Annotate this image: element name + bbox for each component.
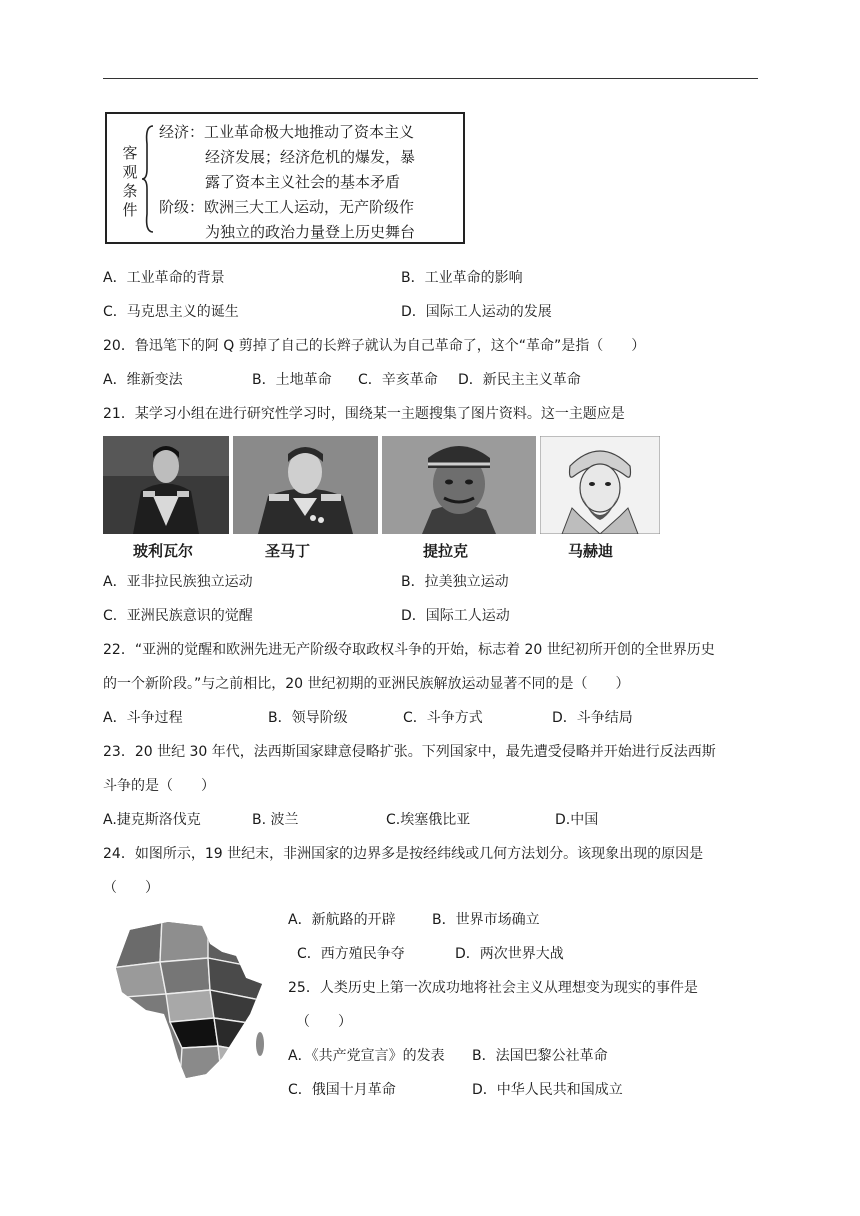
bolivar-portrait <box>103 436 229 534</box>
class-label: 阶级： <box>159 198 205 216</box>
caption-mahdi: 马赫迪 <box>568 542 614 560</box>
side-char: 观 <box>122 163 138 181</box>
q23-option-b[interactable]: B. 波兰 <box>252 812 299 828</box>
san-martin-portrait <box>233 436 378 534</box>
q21-option-b[interactable]: B．拉美独立运动 <box>401 574 509 590</box>
q22-option-d[interactable]: D．斗争结局 <box>552 710 633 726</box>
class-row <box>159 195 414 220</box>
class-text: 欧洲三大工人运动，无产阶级作 <box>204 198 415 216</box>
q24-option-d[interactable]: D．两次世界大战 <box>455 946 564 962</box>
africa-map <box>110 918 270 1080</box>
q22-option-c[interactable]: C．斗争方式 <box>403 710 483 726</box>
q19-option-d[interactable]: D．国际工人运动的发展 <box>401 304 552 320</box>
q23-option-a[interactable]: A.捷克斯洛伐克 <box>103 812 201 828</box>
econ-text: 经济发展；经济危机的爆发，暴 <box>205 148 416 166</box>
q24-option-a[interactable]: A．新航路的开辟 <box>288 912 396 928</box>
side-label <box>121 144 139 220</box>
q24-option-c[interactable]: C．西方殖民争夺 <box>297 946 405 962</box>
q21-option-a[interactable]: A．亚非拉民族独立运动 <box>103 574 253 590</box>
q23-option-c[interactable]: C.埃塞俄比亚 <box>386 812 471 828</box>
q24-stem: 24．如图所示，19 世纪末，非洲国家的边界多是按经纬线或几何方法划分。该现象出现的原因是 <box>103 846 704 862</box>
q20-option-d[interactable]: D．新民主主义革命 <box>458 372 581 388</box>
q25-stem: 25．人类历史上第一次成功地将社会主义从理想变为现实的事件是 <box>288 980 698 996</box>
q20-stem: 20．鲁迅笔下的阿 Q 剪掉了自己的长辫子就认为自己革命了，这个“革命”是指（ ） <box>103 338 646 354</box>
q23-stem: 斗争的是（ ） <box>103 778 215 794</box>
q25-stem: （ ） <box>296 1014 352 1030</box>
side-char: 条 <box>122 182 138 200</box>
q25-option-a[interactable]: A．《共产党宣言》的发表 <box>288 1048 445 1064</box>
brace-icon <box>141 124 155 234</box>
header-rule <box>103 78 758 79</box>
q25-option-c[interactable]: C．俄国十月革命 <box>288 1082 396 1098</box>
q22-option-a[interactable]: A．斗争过程 <box>103 710 183 726</box>
q21-stem: 21．某学习小组在进行研究性学习时，围绕某一主题搜集了图片资料。这一主题应是 <box>103 406 625 422</box>
q22-stem: 22．“亚洲的觉醒和欧洲先进无产阶级夺取政权斗争的开始，标志着 20 世纪初所开创的全世界历史 <box>103 642 715 658</box>
q24-option-b[interactable]: B．世界市场确立 <box>432 912 540 928</box>
econ-text: 露了资本主义社会的基本矛盾 <box>205 173 401 191</box>
tilak-portrait <box>382 436 536 534</box>
econ-row <box>159 120 414 145</box>
mahdi-portrait <box>540 436 660 534</box>
q23-option-d[interactable]: D.中国 <box>555 812 599 828</box>
q19-option-b[interactable]: B．工业革命的影响 <box>401 270 523 286</box>
caption-bolivar: 玻利瓦尔 <box>133 542 194 560</box>
q23-stem: 23．20 世纪 30 年代，法西斯国家肆意侵略扩张。下列国家中，最先遭受侵略并开始进行反法西斯 <box>103 744 716 760</box>
caption-tilak: 提拉克 <box>423 542 469 560</box>
q22-option-b[interactable]: B．领导阶级 <box>268 710 348 726</box>
q19-option-a[interactable]: A．工业革命的背景 <box>103 270 225 286</box>
q20-option-a[interactable]: A．维新变法 <box>103 372 183 388</box>
q21-option-c[interactable]: C．亚洲民族意识的觉醒 <box>103 608 253 624</box>
class-text: 为独立的政治力量登上历史舞台 <box>205 223 416 241</box>
q19-option-c[interactable]: C．马克思主义的诞生 <box>103 304 239 320</box>
q25-option-d[interactable]: D．中华人民共和国成立 <box>472 1082 623 1098</box>
econ-text: 工业革命极大地推动了资本主义 <box>204 123 415 141</box>
q22-stem: 的一个新阶段。”与之前相比，20 世纪初期的亚洲民族解放运动显著不同的是（ ） <box>103 676 630 692</box>
side-char: 客 <box>122 144 138 162</box>
econ-label: 经济： <box>159 123 205 141</box>
q21-option-d[interactable]: D．国际工人运动 <box>401 608 510 624</box>
q20-option-c[interactable]: C．辛亥革命 <box>358 372 438 388</box>
caption-san-martin: 圣马丁 <box>265 542 311 560</box>
q25-option-b[interactable]: B．法国巴黎公社革命 <box>472 1048 608 1064</box>
q24-stem: （ ） <box>103 880 159 896</box>
q20-option-b[interactable]: B．土地革命 <box>252 372 332 388</box>
conditions-box <box>105 112 465 244</box>
side-char: 件 <box>122 201 138 219</box>
